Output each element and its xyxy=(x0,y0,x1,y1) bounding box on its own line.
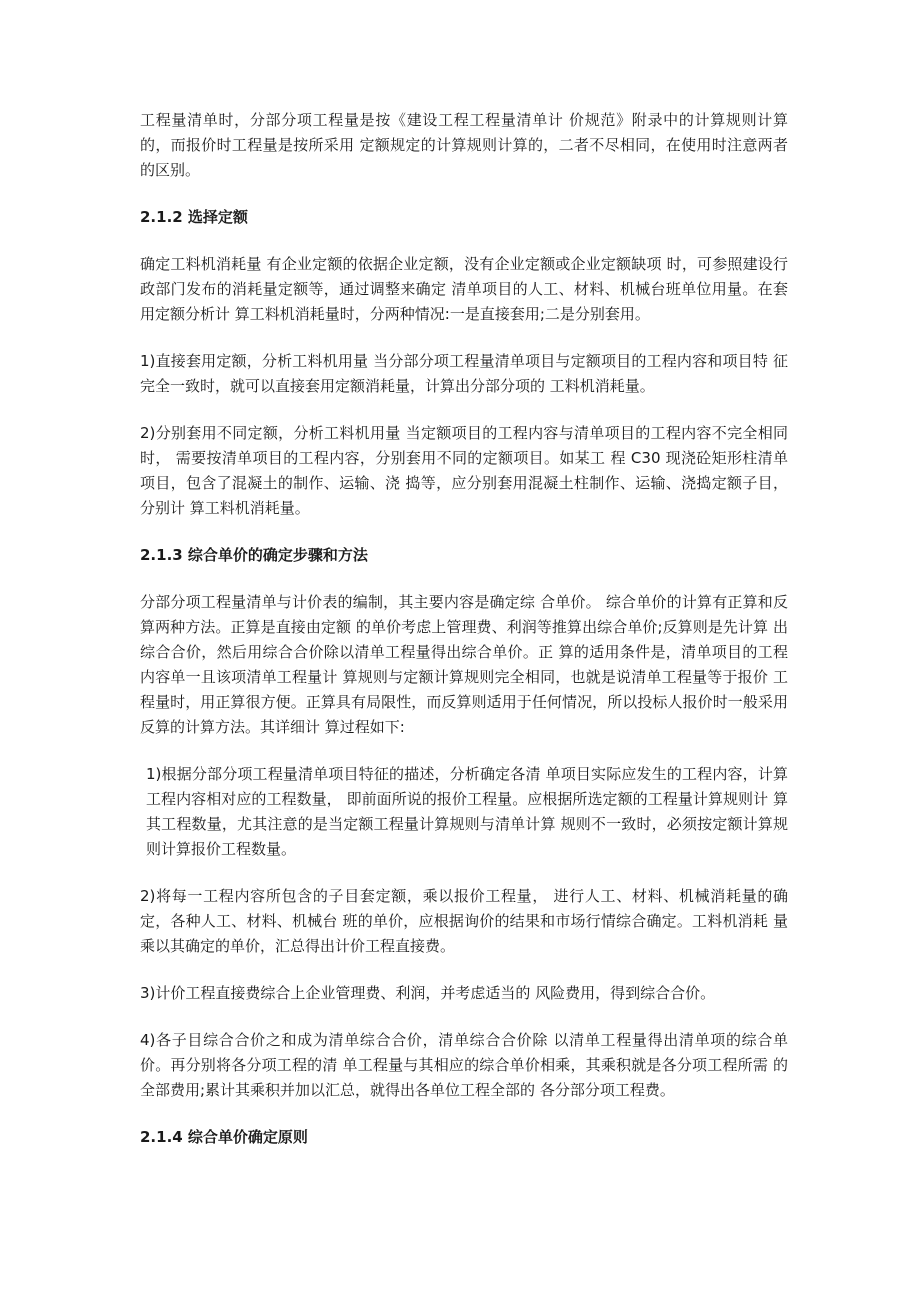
paragraph-step-4: 4)各子目综合合价之和成为清单综合合价，清单综合合价除 以清单工程量得出清单项的综合单价。再分别将各分项工程的清 单工程量与其相应的综合单价相乘，其乘积就是各分项工程所需 的全部费用;累计其乘积并加以汇总，就得出各单位工程全部的 各分部分项工程费。 xyxy=(140,1031,788,1099)
paragraph-unit-price-methods: 分部分项工程量清单与计价表的编制，其主要内容是确定综 合单价。 综合单价的计算有正算和反算两种方法。正算是直接由定额 的单价考虑上管理费、利润等推算出综合单价;反算则是先计算 出综合合价，然后用综合合价除以清单工程量得出综合单价。正 算的适用条件是，清单项目的工程内容单一且该项清单工程量计 算规则与定额计算规则完全相同，也就是说清单工程量等于报价 工程量时，用正算很方便。正算具有局限性，而反算则适用于任何情况，所以投标人报价时一般采用反算的计算方法。其详细计 算过程如下: xyxy=(140,593,788,736)
document-page xyxy=(140,108,788,1172)
section-heading-2-1-3: 2.1.3 综合单价的确定步骤和方法 xyxy=(140,546,368,564)
paragraph-step-3: 3)计价工程直接费综合上企业管理费、利润，并考虑适当的 风险费用，得到综合合价。 xyxy=(140,984,716,1002)
paragraph-step-2: 2)将每一工程内容所包含的子目套定额，乘以报价工程量， 进行人工、材料、机械消耗量的确定，各种人工、材料、机械台 班的单价，应根据询价的结果和市场行情综合确定。工料机消耗 量乘以其确定的单价，汇总得出计价工程直接费。 xyxy=(140,887,788,955)
paragraph-intro: 工程量清单时，分部分项工程量是按《建设工程工程量清单计 价规范》附录中的计算规则计算的，而报价时工程量是按所采用 定额规定的计算规则计算的，二者不尽相同，在使用时注意两者 的区别。 xyxy=(140,111,788,179)
paragraph-separate-application: 2)分别套用不同定额，分析工料机用量 当定额项目的工程内容与清单项目的工程内容不完全相同时， 需要按清单项目的工程内容，分别套用不同的定额项目。如某工 程 C30 现浇砼矩形柱清单项目，包含了混凝土的制作、运输、浇 捣等，应分别套用混凝土柱制作、运输、浇捣定额子目，分别计 算工料机消耗量。 xyxy=(140,424,788,517)
paragraph-step-1: 1)根据分部分项工程量清单项目特征的描述，分析确定各清 单项目实际应发生的工程内容，计算工程内容相对应的工程数量， 即前面所说的报价工程量。应根据所选定额的工程量计算规则计 算其工程数量，尤其注意的是当定额工程量计算规则与清单计算 规则不一致时，必须按定额计算规则计算报价工程数量。 xyxy=(146,765,788,858)
section-heading-2-1-4: 2.1.4 综合单价确定原则 xyxy=(140,1128,308,1146)
section-heading-2-1-2: 2.1.2 选择定额 xyxy=(140,208,248,226)
paragraph-direct-application: 1)直接套用定额，分析工料机用量 当分部分项工程量清单项目与定额项目的工程内容和项目特 征完全一致时，就可以直接套用定额消耗量，计算出分部分项的 工料机消耗量。 xyxy=(140,352,788,395)
paragraph-quota-consumption: 确定工料机消耗量 有企业定额的依据企业定额，没有企业定额或企业定额缺项 时，可参照建设行政部门发布的消耗量定额等，通过调整来确定 清单项目的人工、材料、机械台班单位用量。在套用定额分析计 算工料机消耗量时，分两种情况:一是直接套用;二是分别套用。 xyxy=(140,255,788,323)
